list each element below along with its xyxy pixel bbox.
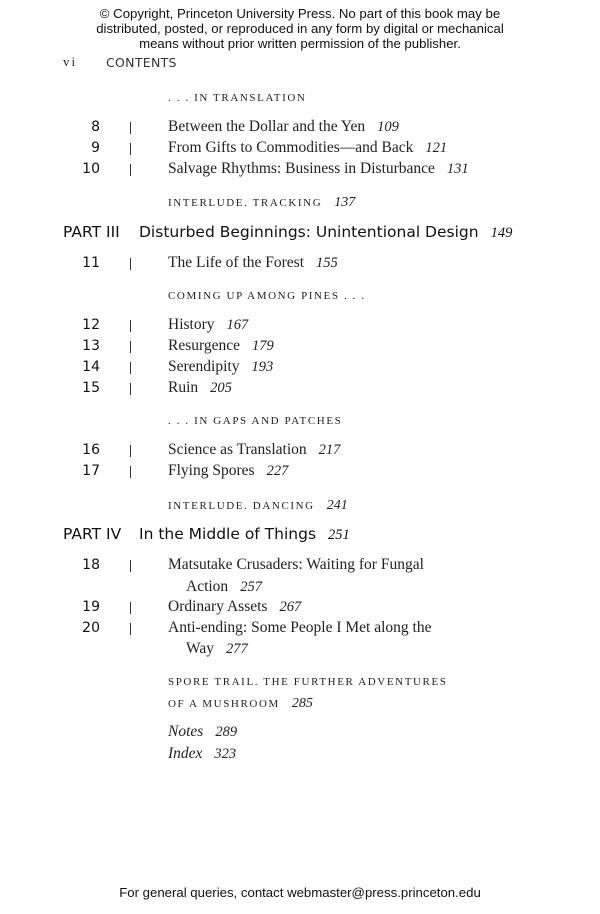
copyright-line: means without prior written permission of the publisher.: [139, 36, 461, 51]
interlude-entry[interactable]: INTERLUDE. DANCING 241: [168, 498, 348, 513]
copyright-notice: [0, 6, 600, 51]
chapter-number: 8: [91, 119, 100, 135]
divider: [130, 320, 131, 332]
chapter-number: 13: [82, 338, 100, 354]
chapter-number: 10: [82, 161, 100, 177]
divider: [130, 466, 131, 478]
chapter-entry[interactable]: From Gifts to Commodities—and Back 121: [168, 139, 448, 156]
divider: [130, 341, 131, 353]
back-matter-index[interactable]: Index 323: [168, 745, 237, 762]
divider: [130, 560, 131, 572]
spore-trail-entry-continued[interactable]: OF A MUSHROOM 285: [168, 696, 313, 711]
chapter-number: 16: [82, 442, 100, 458]
part-heading[interactable]: PART IV In the Middle of Things 251: [63, 525, 350, 543]
spore-trail-entry[interactable]: SPORE TRAIL. THE FURTHER ADVENTURES: [168, 676, 448, 688]
divider: [130, 623, 131, 635]
chapter-entry[interactable]: Resurgence 179: [168, 337, 274, 354]
chapter-entry[interactable]: Ordinary Assets 267: [168, 598, 302, 615]
chapter-entry[interactable]: Serendipity 193: [168, 358, 274, 375]
chapter-entry[interactable]: The Life of the Forest 155: [168, 254, 338, 271]
chapter-number: 18: [82, 557, 100, 573]
chapter-entry[interactable]: Between the Dollar and the Yen 109: [168, 118, 399, 135]
chapter-number: 11: [82, 255, 100, 271]
chapter-number: 19: [82, 599, 100, 615]
page-number: vi: [63, 54, 78, 69]
chapter-entry-continued[interactable]: Action 257: [186, 578, 262, 595]
divider: [130, 143, 131, 155]
divider: [130, 164, 131, 176]
divider: [130, 362, 131, 374]
chapter-entry[interactable]: History 167: [168, 316, 249, 333]
part-heading[interactable]: PART III Disturbed Beginnings: Unintentional Design 149: [63, 223, 513, 241]
divider: [130, 122, 131, 134]
chapter-entry[interactable]: Matsutake Crusaders: Waiting for Fungal: [168, 556, 424, 573]
chapter-number: 17: [82, 463, 100, 479]
chapter-number: 14: [82, 359, 100, 375]
interlude-entry[interactable]: INTERLUDE. TRACKING 137: [168, 195, 356, 210]
chapter-number: 9: [91, 140, 100, 156]
running-head: CONTENTS: [106, 55, 177, 70]
chapter-entry-continued[interactable]: Way 277: [186, 640, 248, 657]
section-heading: COMING UP AMONG PINES . . .: [168, 290, 366, 302]
chapter-number: 12: [82, 317, 100, 333]
chapter-entry[interactable]: Ruin 205: [168, 379, 232, 396]
chapter-number: 15: [82, 380, 100, 396]
divider: [130, 445, 131, 457]
chapter-entry[interactable]: Flying Spores 227: [168, 462, 289, 479]
back-matter-notes[interactable]: Notes 289: [168, 723, 238, 740]
footer-contact: For general queries, contact webmaster@press.princeton.edu: [119, 885, 481, 900]
divider: [130, 602, 131, 614]
chapter-entry[interactable]: Salvage Rhythms: Business in Disturbance 131: [168, 160, 469, 177]
section-heading: . . . IN GAPS AND PATCHES: [168, 415, 343, 427]
chapter-entry[interactable]: Science as Translation 217: [168, 441, 341, 458]
chapter-entry[interactable]: Anti-ending: Some People I Met along the: [168, 619, 432, 636]
section-heading: . . . IN TRANSLATION: [168, 92, 307, 104]
divider: [130, 383, 131, 395]
copyright-line: distributed, posted, or reproduced in any form by digital or mechanical: [96, 21, 504, 36]
copyright-line: © Copyright, Princeton University Press. No part of this book may be: [99, 6, 501, 21]
divider: [130, 258, 131, 270]
chapter-number: 20: [82, 620, 100, 636]
